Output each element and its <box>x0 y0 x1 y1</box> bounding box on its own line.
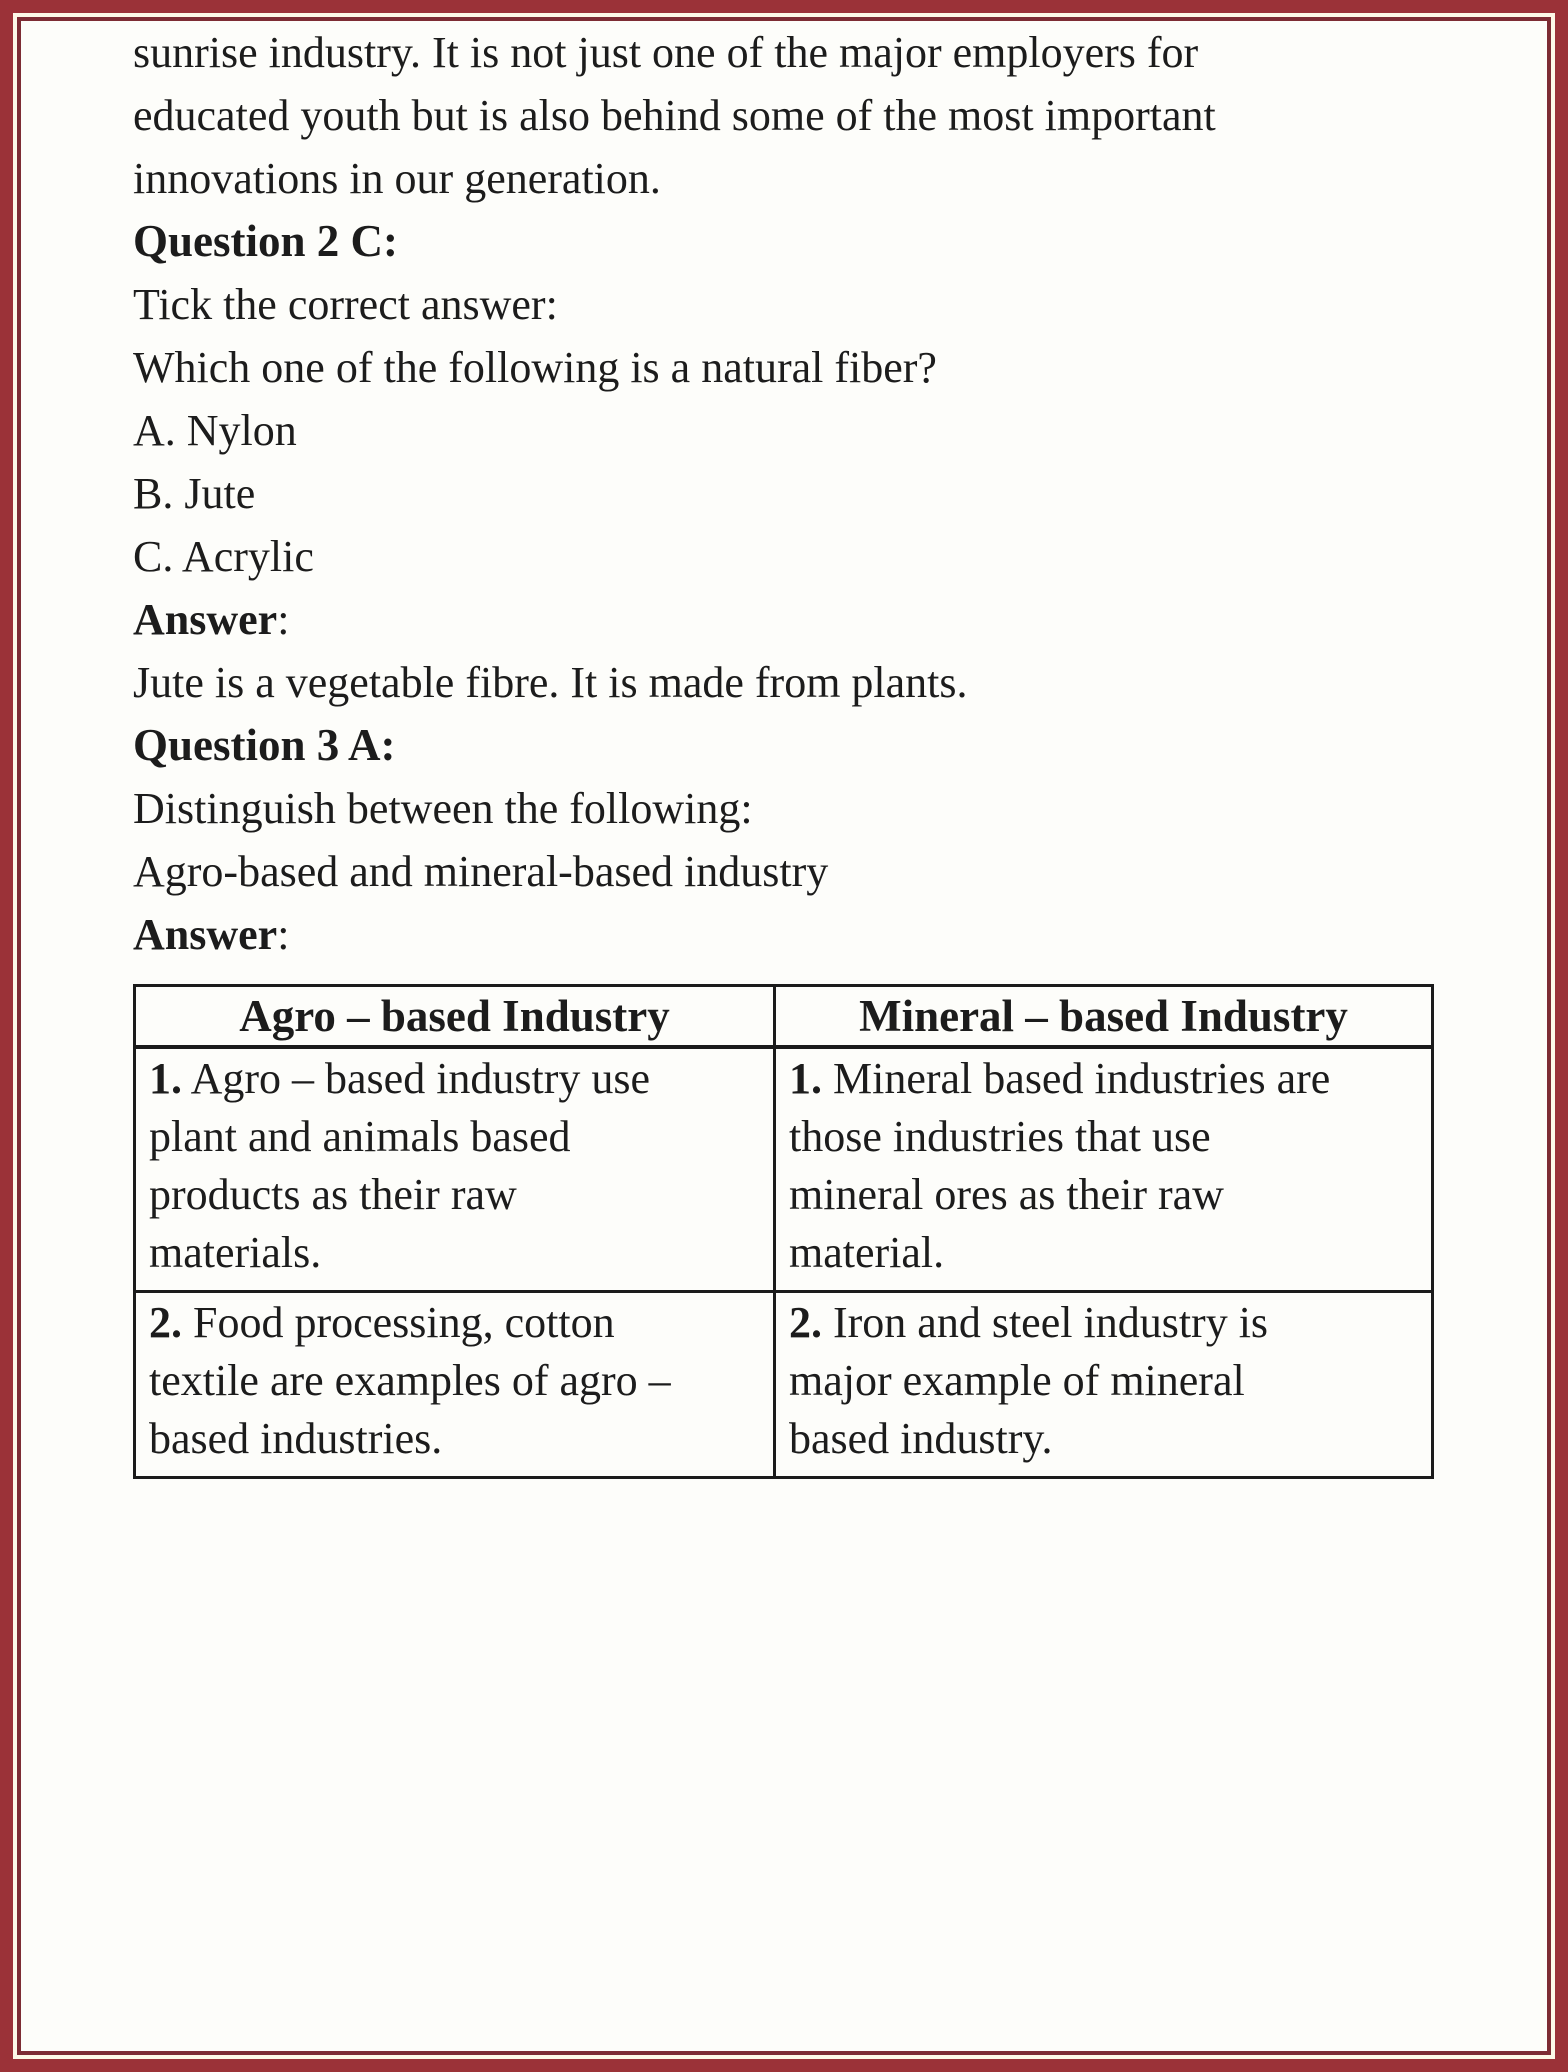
answer-word: Answer <box>133 595 278 644</box>
cell-number: 1. <box>149 1054 182 1103</box>
answer-label-q3a <box>133 903 1517 966</box>
cell-number: 2. <box>149 1298 182 1347</box>
question-3a-body: Distinguish between the following: Agro-based and mineral-based industry <box>133 784 829 896</box>
answer-label-q2c <box>133 588 1517 651</box>
table-header-row <box>135 986 1433 1048</box>
cell-text: Food processing, cotton textile are examples of agro – based industries. <box>149 1298 671 1463</box>
cell-number: 1. <box>789 1054 822 1103</box>
table-cell-agro-1 <box>135 1047 775 1292</box>
cell-text: Mineral based industries are those industries that use mineral ores as their raw material. <box>789 1054 1331 1277</box>
answer-word: Answer <box>133 910 278 959</box>
table-row-1 <box>135 1047 1433 1292</box>
cell-text: Agro – based industry use plant and animals based products as their raw materials. <box>149 1054 651 1277</box>
cell-text: Iron and steel industry is major example of mineral based industry. <box>789 1298 1269 1463</box>
question-2c-body: Tick the correct answer: Which one of the following is a natural fiber? A. Nylon B. Jute C. Acrylic <box>133 280 937 581</box>
comparison-table <box>133 984 1434 1479</box>
table-row-2 <box>135 1292 1433 1478</box>
cell-number: 2. <box>789 1298 822 1347</box>
answer-colon: : <box>277 910 290 959</box>
page-border-cream-line <box>13 13 1555 2059</box>
table-cell-mineral-1 <box>775 1047 1433 1292</box>
document-content <box>21 21 1547 1479</box>
question-3a-heading: Question 3 A: <box>133 720 396 770</box>
table-cell-mineral-2 <box>775 1292 1433 1478</box>
intro-paragraph: sunrise industry. It is not just one of the major employers for educated youth but is also behind some of the most important innovations in our generation. <box>133 28 1216 203</box>
question-2c-heading: Question 2 C: <box>133 216 399 266</box>
answer-colon: : <box>277 595 290 644</box>
document-page <box>17 17 1551 2055</box>
table-header-agro: Agro – based Industry <box>135 986 775 1048</box>
table-cell-agro-2 <box>135 1292 775 1478</box>
question-2c-answer-text: Jute is a vegetable fibre. It is made from plants. <box>133 658 968 707</box>
table-header-mineral: Mineral – based Industry <box>775 986 1433 1048</box>
